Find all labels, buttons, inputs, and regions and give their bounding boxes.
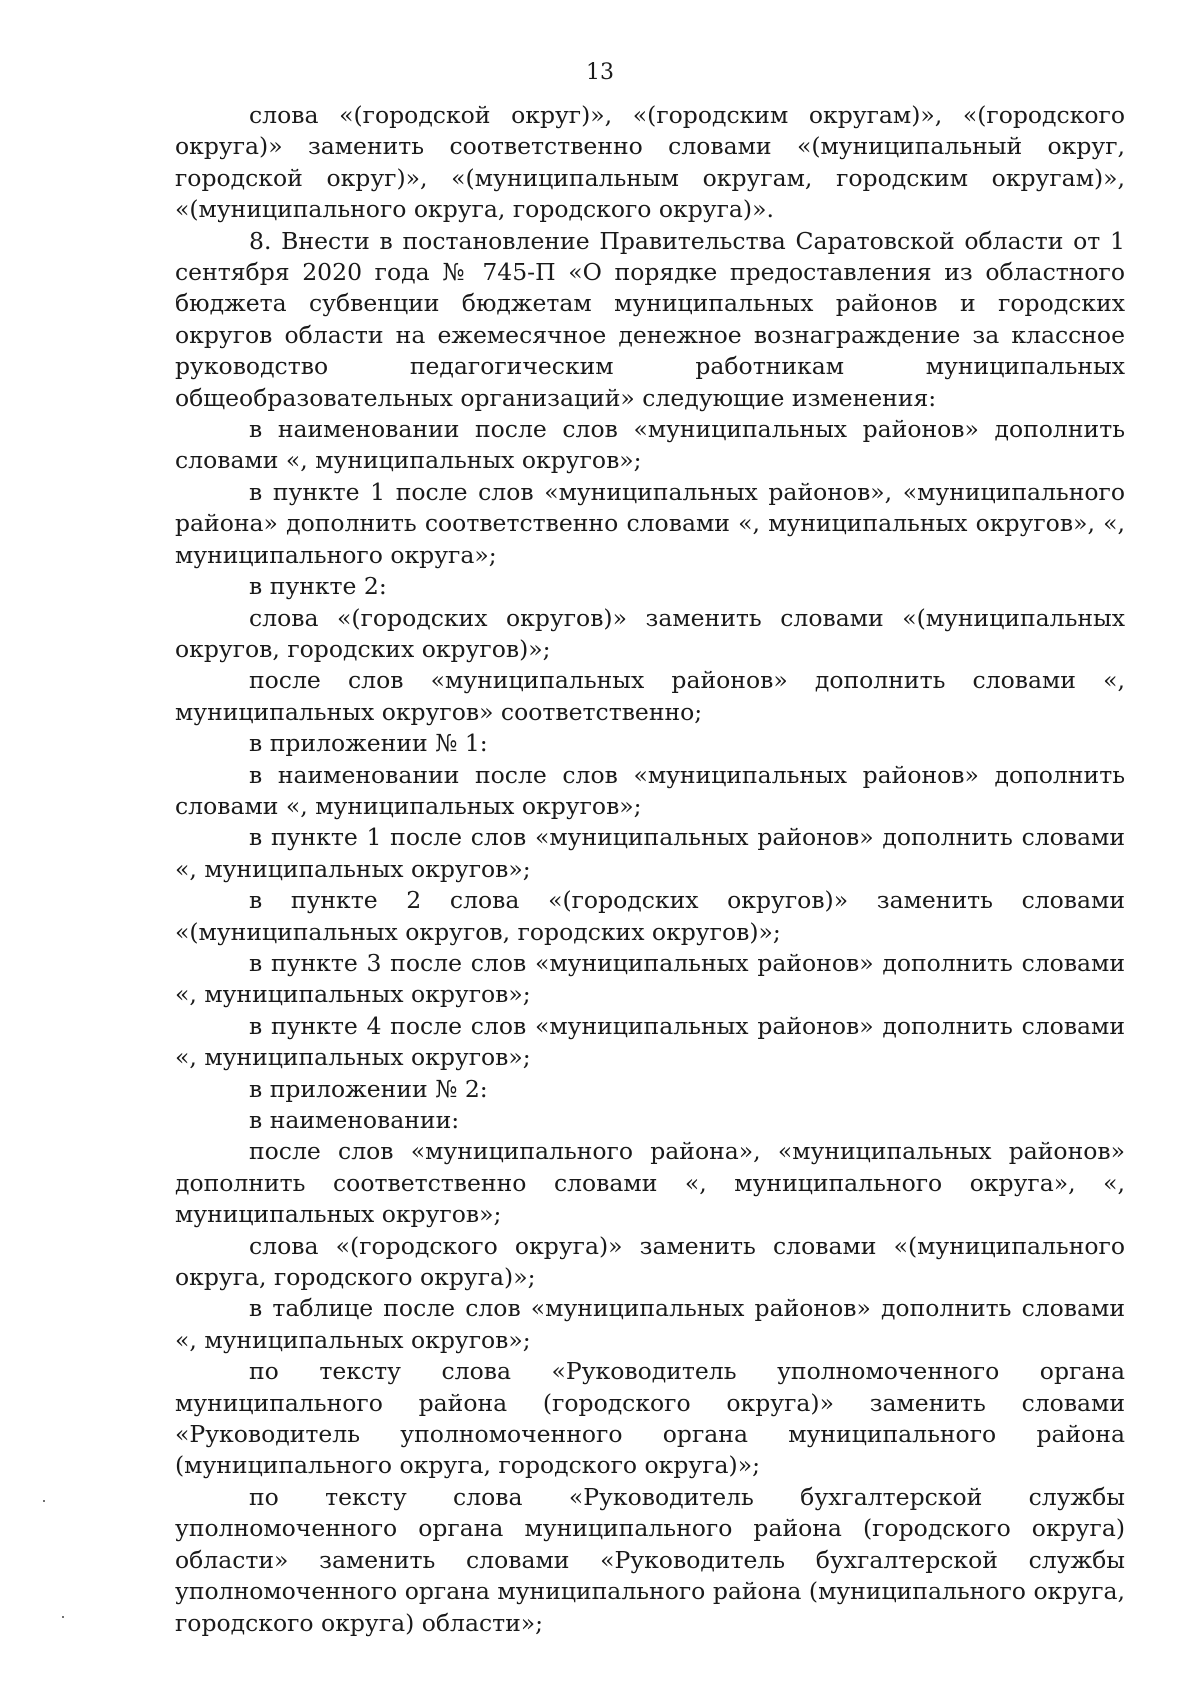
paragraph: слова «(городских округов)» заменить словами «(муниципальных округов, городских округов)»; xyxy=(175,603,1125,663)
document-body xyxy=(175,100,1125,1639)
paragraph: в таблице после слов «муниципальных районов» дополнить словами «, муниципальных округов»; xyxy=(175,1294,1125,1354)
paragraph: по тексту слова «Руководитель уполномоченного органа муниципального района (городского округа)» заменить словами «Руководитель уполномоченного органа муниципального района (муниципального округа, городского округа)»; xyxy=(175,1357,1125,1480)
paragraph: после слов «муниципального района», «муниципальных районов» дополнить соответственно словами «, муниципального округа», «, муниципальных округов»; xyxy=(175,1137,1125,1229)
paragraph: в пункте 2: xyxy=(249,572,387,601)
paragraph: слова «(городского округа)» заменить словами «(муниципального округа, городского округа)»; xyxy=(175,1231,1125,1292)
paragraph: в наименовании: xyxy=(249,1106,460,1134)
paragraph: в наименовании после слов «муниципальных районов» дополнить словами «, муниципальных округов»; xyxy=(175,415,1125,475)
paragraph: в пункте 1 после слов «муниципальных районов» дополнить словами «, муниципальных округов»; xyxy=(175,823,1125,883)
paragraph: в приложении № 2: xyxy=(249,1074,488,1103)
paragraph: по тексту слова «Руководитель бухгалтерской службы уполномоченного органа муниципального района (городского округа) области» заменить словами «Руководитель бухгалтерской службы уполномоченного органа муниципального района (муниципального округа, городского округа) области»; xyxy=(175,1482,1125,1637)
scan-speck xyxy=(62,1616,64,1618)
paragraph: 8. Внести в постановление Правительства Саратовской области от 1 сентября 2020 года № 745-П «О порядке предоставления из областного бюджета субвенции бюджетам муниципальных районов и городских округов области на ежемесячное денежное вознаграждение за классное руководство педагогическим работникам муниципальных общеобразовательных организаций» следующие изменения: xyxy=(175,226,1125,412)
paragraph: после слов «муниципальных районов» дополнить словами «, муниципальных округов» соответственно; xyxy=(175,666,1125,726)
paragraph: в наименовании после слов «муниципальных районов» дополнить словами «, муниципальных округов»; xyxy=(175,760,1125,820)
scan-speck xyxy=(43,1500,45,1502)
paragraph: слова «(городской округ)», «(городским округам)», «(городского округа)» заменить соответственно словами «(муниципальный округ, городской округ)», «(муниципальным округам, городским округам)», «(муниципального округа, городского округа)». xyxy=(175,101,1125,224)
paragraph: в пункте 2 слова «(городских округов)» заменить словами «(муниципальных округов, городских округов)»; xyxy=(175,886,1125,946)
page-number: 13 xyxy=(586,60,614,85)
paragraph: в пункте 1 после слов «муниципальных районов», «муниципального района» дополнить соответственно словами «, муниципальных округов», «, муниципального округа»; xyxy=(175,477,1125,569)
paragraph: в пункте 4 после слов «муниципальных районов» дополнить словами «, муниципальных округов»; xyxy=(175,1011,1125,1072)
paragraph: в приложении № 1: xyxy=(249,729,488,758)
paragraph: в пункте 3 после слов «муниципальных районов» дополнить словами «, муниципальных округов»; xyxy=(175,948,1125,1009)
